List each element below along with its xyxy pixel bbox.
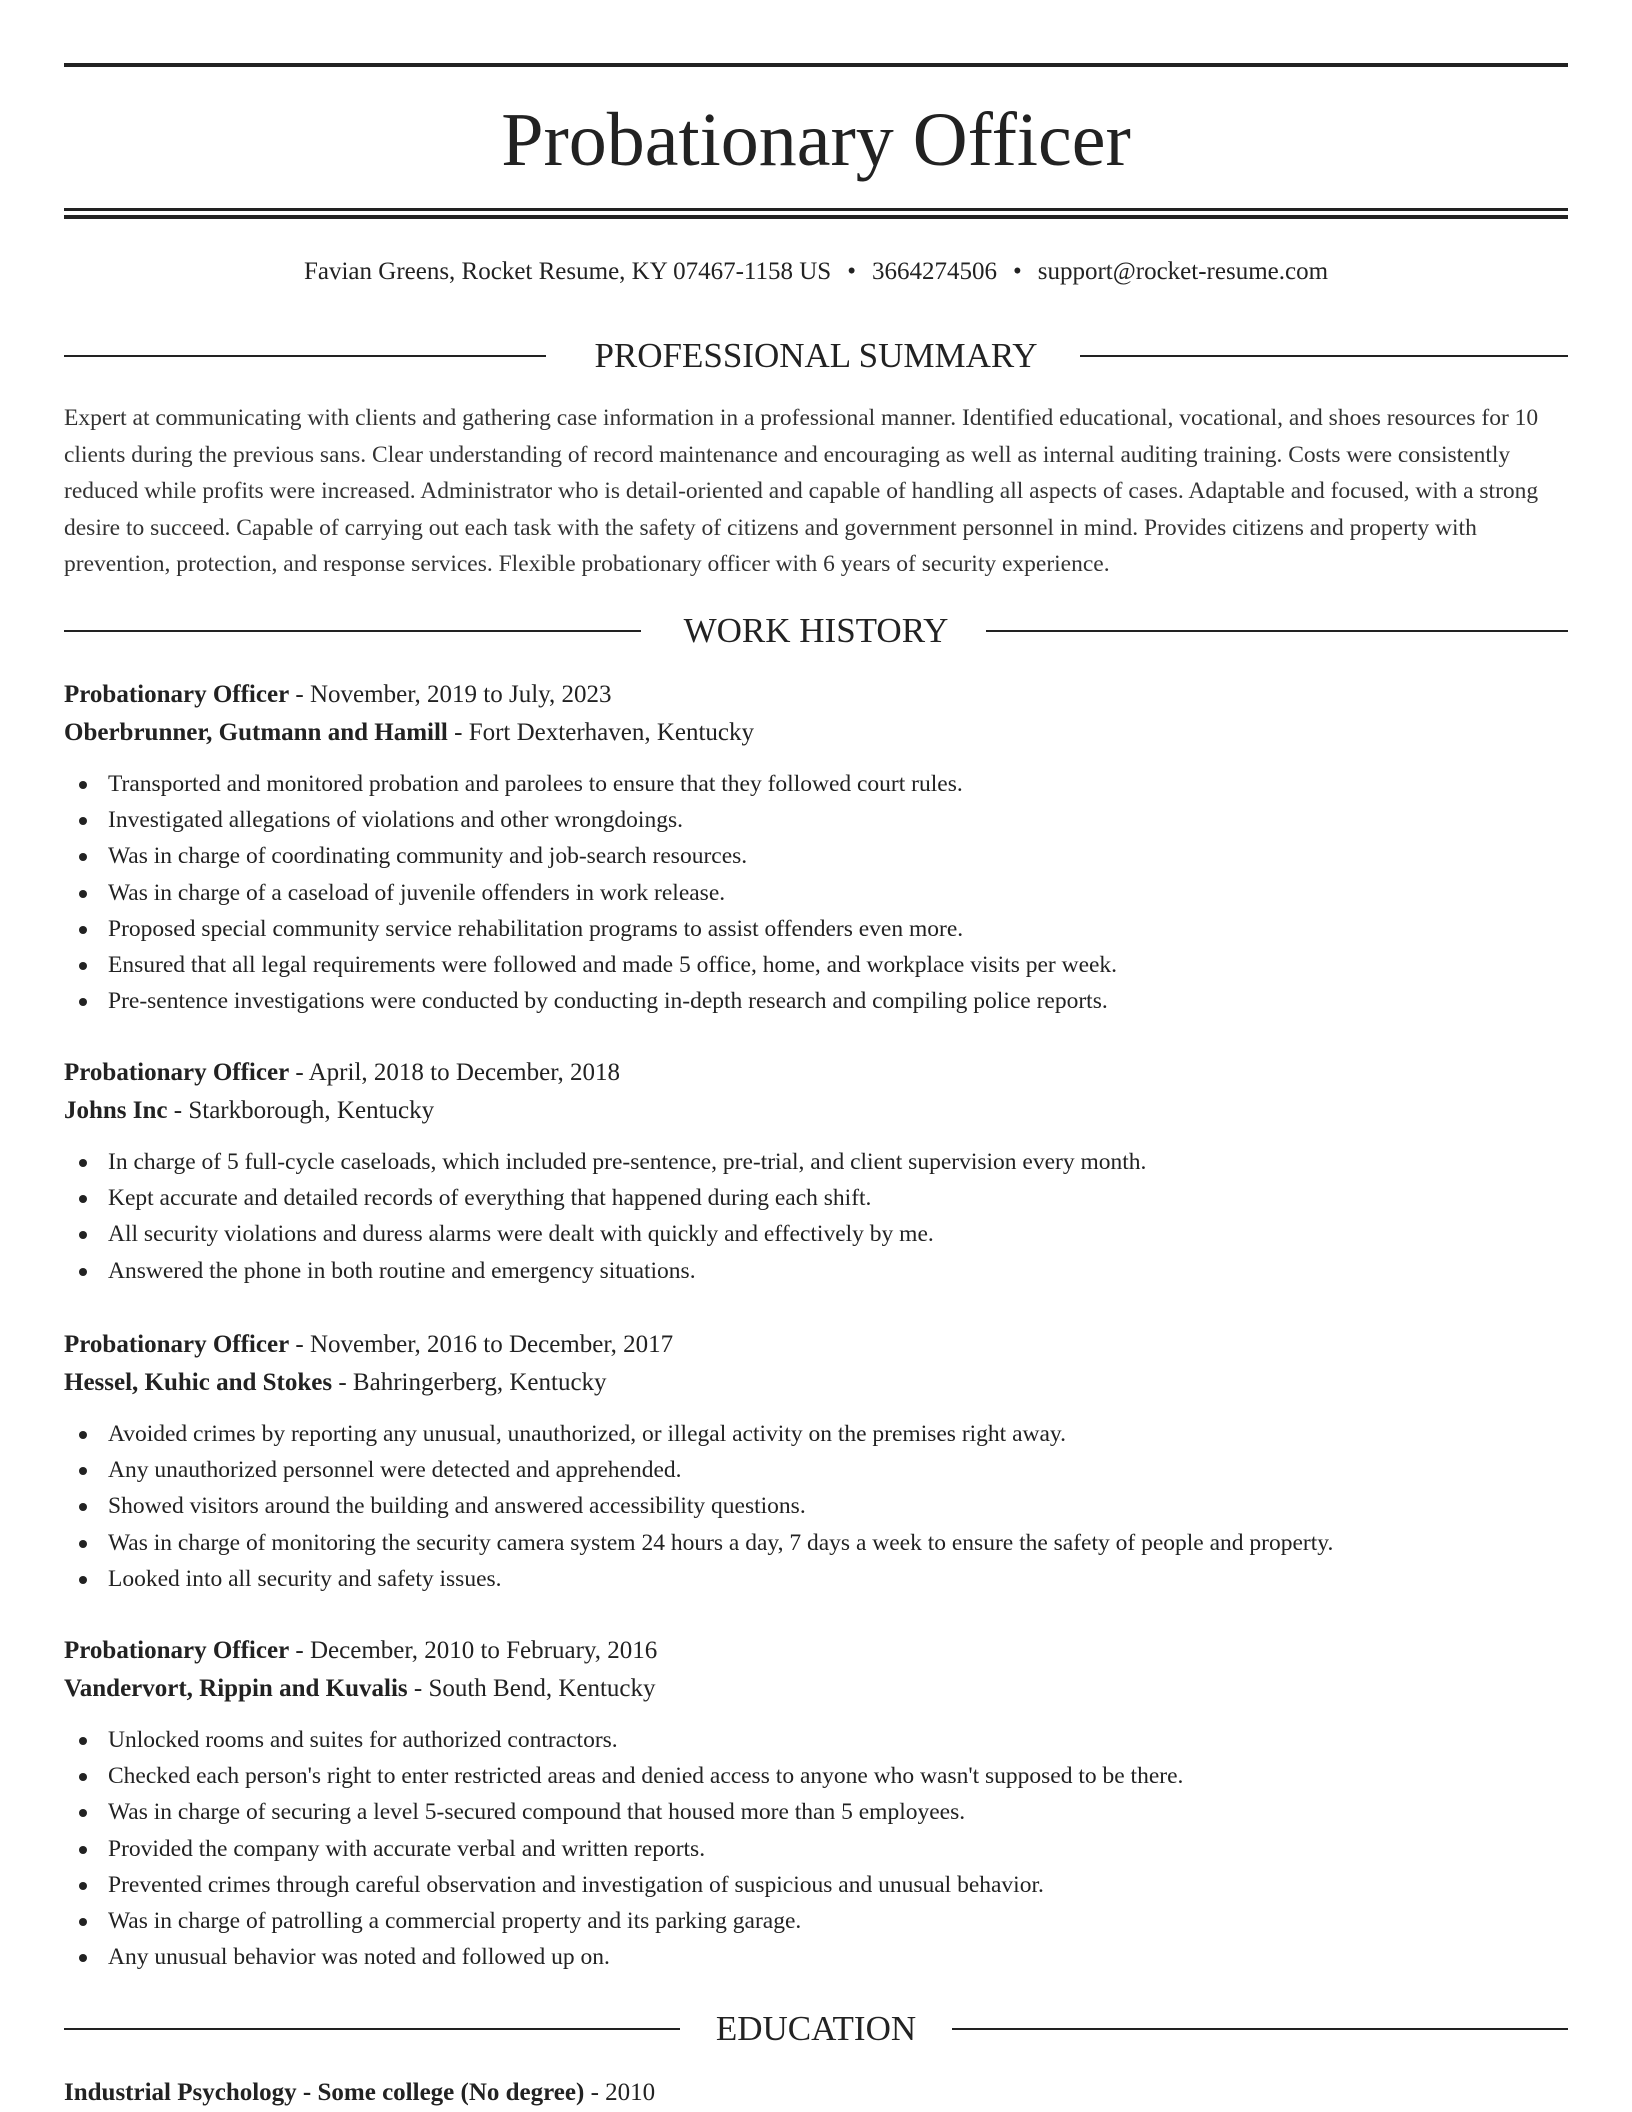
bullet-item: [64, 1180, 1568, 1216]
bullet-dot: [79, 1918, 87, 1926]
header-double-rule-upper: [64, 208, 1568, 211]
job-company-line: [64, 714, 1568, 752]
contact-phone: 3664274506: [871, 258, 997, 285]
job-role: Probationary Officer: [64, 1331, 290, 1358]
job-title-line: [64, 1632, 1568, 1670]
bullet-item: [64, 802, 1568, 838]
job-role: Probationary Officer: [64, 1637, 290, 1664]
bullet-text: Any unauthorized personnel were detected and apprehended.: [108, 1457, 682, 1484]
bullet-item: [64, 1758, 1568, 1794]
education-line: [64, 2074, 1568, 2112]
job-title-line: [64, 1054, 1568, 1092]
bullet-item: [64, 1216, 1568, 1252]
job-bullets: [64, 1416, 1568, 1597]
bullet-dot: [79, 1576, 87, 1584]
bullet-text: In charge of 5 full-cycle caseloads, which included pre-sentence, pre-trial, and client supervision every month.: [108, 1149, 1147, 1175]
summary-section-header: [64, 334, 1568, 378]
job-location: - Fort Dexterhaven, Kentucky: [447, 719, 755, 746]
job-dates: - November, 2016 to December, 2017: [289, 1331, 674, 1358]
job-entry: [64, 676, 1568, 1019]
bullet-dot: [79, 1195, 87, 1203]
bullet-dot: [79, 1268, 87, 1276]
section-divider-right: [986, 630, 1568, 632]
bullet-item: [64, 1144, 1568, 1180]
contact-line: [64, 254, 1568, 290]
contact-separator: •: [847, 258, 856, 285]
bullet-text: Was in charge of coordinating community and job-search resources.: [108, 843, 748, 870]
bullet-dot: [79, 1737, 87, 1745]
section-divider-right: [952, 2028, 1568, 2030]
job-dates: - April, 2018 to December, 2018: [289, 1059, 621, 1086]
bullet-text: Avoided crimes by reporting any unusual, unauthorized, or illegal activity on the premises right away.: [108, 1421, 1067, 1447]
job-dates: - November, 2019 to July, 2023: [289, 681, 612, 708]
bullet-text: Provided the company with accurate verbal and written reports.: [108, 1835, 706, 1862]
job-company: Johns Inc: [64, 1097, 168, 1124]
bullet-dot: [79, 1431, 87, 1439]
bullet-item: [64, 947, 1568, 983]
bullet-text: Checked each person's right to enter restricted areas and denied access to anyone who wasn't supposed to be there.: [108, 1763, 1184, 1790]
bullet-text: Prevented crimes through careful observation and investigation of suspicious and unusual behavior.: [108, 1871, 1044, 1898]
bullet-dot: [79, 926, 87, 934]
job-bullets: [64, 1722, 1568, 1975]
bullet-item: [64, 1452, 1568, 1488]
bullet-dot: [79, 1773, 87, 1781]
bullet-text: Investigated allegations of violations and other wrongdoings.: [108, 807, 683, 834]
job-company: Vandervort, Rippin and Kuvalis: [64, 1675, 408, 1702]
bullet-item: [64, 1525, 1568, 1561]
job-company: Hessel, Kuhic and Stokes: [64, 1369, 333, 1396]
education-section-header: [64, 2007, 1568, 2051]
work-history-section-header: [64, 609, 1568, 653]
summary-text: Expert at communicating with clients and gathering case information in a professional manner. Identified educational, vocational, and shoes resources for 10 clients during the previous sans. Clear understanding of record maintenance and encouraging as well as internal auditing training. Costs were consistently reduced while profits were increased. Administrator who is detail-oriented and capable of handling all aspects of cases. Adaptable and focused, with a strong desire to succeed. Capable of carrying out each task with the safety of citizens and government personnel in mind. Provides citizens and property with prevention, protection, and response services. Flexible probationary officer with 6 years of security experience.: [64, 405, 1539, 577]
bullet-item: [64, 1253, 1568, 1289]
job-title-line: [64, 1326, 1568, 1364]
job-company: Oberbrunner, Gutmann and Hamill: [64, 719, 448, 746]
bullet-dot: [79, 1159, 87, 1167]
bullet-dot: [79, 998, 87, 1006]
bullet-text: Transported and monitored probation and parolees to ensure that they followed court rules.: [108, 771, 963, 797]
bullet-item: [64, 1416, 1568, 1452]
bullet-text: Proposed special community service rehabilitation programs to assist offenders even more.: [108, 915, 964, 942]
bullet-dot: [79, 853, 87, 861]
bullet-text: Any unusual behavior was noted and followed up on.: [108, 1944, 610, 1971]
contact-address: Favian Greens, Rocket Resume, KY 07467-1158 US: [303, 258, 832, 285]
bullet-item: [64, 983, 1568, 1019]
bullet-item: [64, 911, 1568, 947]
bullet-item: [64, 1794, 1568, 1830]
bullet-item: [64, 1561, 1568, 1597]
bullet-dot: [79, 1882, 87, 1890]
bullet-dot: [79, 890, 87, 898]
bullet-dot: [79, 962, 87, 970]
bullet-text: Was in charge of patrolling a commercial property and its parking garage.: [108, 1908, 802, 1935]
summary-section-title: PROFESSIONAL SUMMARY: [594, 336, 1038, 375]
bullet-dot: [79, 1231, 87, 1239]
bullet-text: Ensured that all legal requirements were followed and made 5 office, home, and workplace visits per week.: [108, 952, 1118, 979]
job-company-line: [64, 1092, 1568, 1130]
bullet-dot: [79, 1503, 87, 1511]
bullet-text: Was in charge of monitoring the security camera system 24 hours a day, 7 days a week to ensure the safety of people and property.: [108, 1529, 1334, 1556]
bullet-text: Pre-sentence investigations were conducted by conducting in-depth research and compiling police reports.: [108, 988, 1108, 1015]
job-company-line: [64, 1670, 1568, 1708]
job-location: - Bahringerberg, Kentucky: [332, 1369, 607, 1396]
job-location: - Starkborough, Kentucky: [167, 1097, 435, 1124]
job-bullets: [64, 1144, 1568, 1289]
job-entry: [64, 1054, 1568, 1289]
section-divider-right: [1080, 355, 1568, 357]
bullet-item: [64, 1867, 1568, 1903]
bullet-item: [64, 766, 1568, 802]
contact-email: support@rocket-resume.com: [1037, 258, 1329, 285]
bullet-text: Kept accurate and detailed records of everything that happened during each shift.: [108, 1185, 872, 1212]
bullet-item: [64, 1903, 1568, 1939]
bullet-dot: [79, 817, 87, 825]
job-entry: [64, 1326, 1568, 1597]
job-location: - South Bend, Kentucky: [407, 1675, 656, 1702]
bullet-text: Unlocked rooms and suites for authorized contractors.: [108, 1727, 618, 1753]
education-section-title: EDUCATION: [715, 2009, 917, 2048]
job-company-line: [64, 1364, 1568, 1402]
bullet-dot: [79, 1540, 87, 1548]
education-degree: Industrial Psychology - Some college (No degree): [64, 2079, 585, 2106]
bullet-text: Was in charge of securing a level 5-secured compound that housed more than 5 employees.: [108, 1799, 966, 1826]
work-history-section-title: WORK HISTORY: [683, 611, 949, 650]
contact-separator: •: [1012, 258, 1022, 285]
resume-title: Probationary Officer: [501, 98, 1131, 182]
bullet-item: [64, 1831, 1568, 1867]
bullet-dot: [79, 1809, 87, 1817]
bullet-dot: [79, 1846, 87, 1854]
bullet-item: [64, 1722, 1568, 1758]
bullet-dot: [79, 1954, 87, 1962]
bullet-text: Answered the phone in both routine and emergency situations.: [108, 1257, 696, 1284]
bullet-item: [64, 1939, 1568, 1975]
bullet-item: [64, 1488, 1568, 1524]
job-dates: - December, 2010 to February, 2016: [289, 1637, 658, 1664]
bullet-text: All security violations and duress alarms were dealt with quickly and effectively by me.: [108, 1221, 934, 1248]
job-title-line: [64, 676, 1568, 714]
bullet-dot: [79, 1467, 87, 1475]
bullet-dot: [79, 781, 87, 789]
header-double-rule-lower: [64, 215, 1568, 219]
education-entry: [64, 2074, 1568, 2112]
job-role: Probationary Officer: [64, 681, 290, 708]
bullet-text: Was in charge of a caseload of juvenile offenders in work release.: [108, 879, 726, 906]
header-top-rule: [64, 63, 1568, 67]
job-bullets: [64, 766, 1568, 1019]
bullet-text: Looked into all security and safety issues.: [108, 1565, 502, 1592]
job-role: Probationary Officer: [64, 1059, 290, 1086]
job-entry: [64, 1632, 1568, 1975]
bullet-item: [64, 875, 1568, 911]
bullet-text: Showed visitors around the building and answered accessibility questions.: [108, 1493, 806, 1520]
bullet-item: [64, 838, 1568, 874]
education-year: - 2010: [584, 2079, 656, 2106]
